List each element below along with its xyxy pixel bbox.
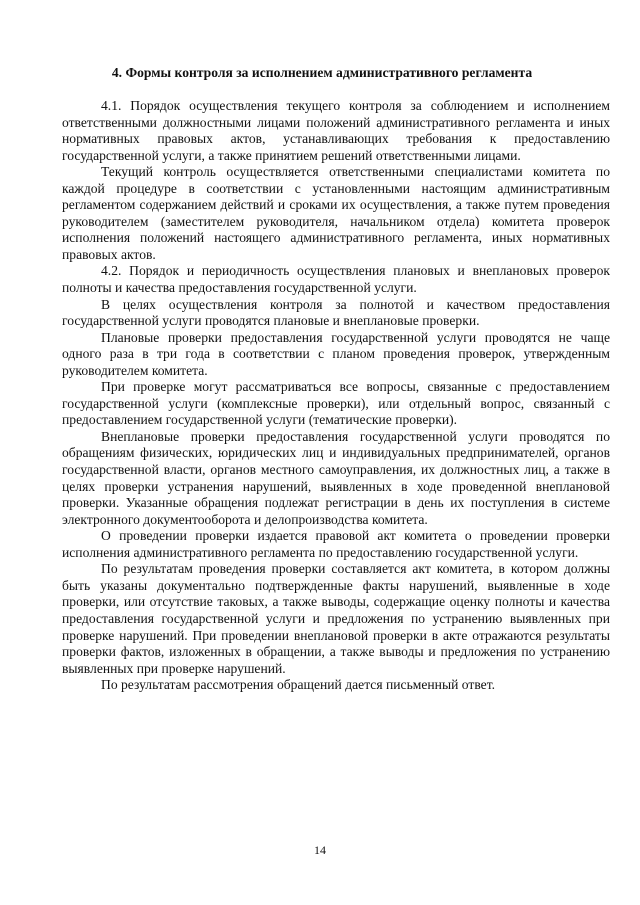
- section-heading: 4. Формы контроля за исполнением административного регламента: [111, 65, 533, 80]
- paragraph-current-control: Текущий контроль осуществляется ответственными специалистами комитета по каждой процедуре в соответствии с установленными настоящим административным регламентом содержанием действий и сроками их осуществления, а также путем проведения руководителем (заместителем руководителя, начальником отдела) комитета проверок исполнения положений настоящего административного регламента, иных нормативных правовых актов.: [62, 164, 610, 262]
- paragraph-control-purpose: В целях осуществления контроля за полнотой и качеством предоставления государственной услуги проводятся плановые и внеплановые проверки.: [62, 296, 610, 329]
- paragraph-4-2: 4.2. Порядок и периодичность осуществления плановых и внеплановых проверок полноты и качества предоставления государственной услуги.: [62, 263, 610, 296]
- paragraph-planned-checks: Плановые проверки предоставления государственной услуги проводятся не чаще одного раза в три года в соответствии с планом проведения проверок, утвержденным руководителем комитета.: [62, 329, 610, 378]
- paragraph-check-order: О проведении проверки издается правовой акт комитета о проведении проверки исполнения административного регламента по предоставлению государственной услуги.: [62, 528, 610, 560]
- section-body: [62, 98, 610, 694]
- paragraph-check-act: По результатам проведения проверки составляется акт комитета, в котором должны быть указаны документально подтвержденные факты нарушений, выявленные в ходе проверки, или отсутствие таковых, а также выводы, содержащие оценку полноты и качества предоставления государственной услуги и предложения по устранению выявленных при проверке нарушений. При проведении внеплановой проверки в акте отражаются результаты проверки фактов, изложенных в обращении, а также выводы и предложения по устранению выявленных при проверке нарушений.: [62, 561, 610, 676]
- paragraph-written-answer: По результатам рассмотрения обращений дается письменный ответ.: [101, 677, 496, 693]
- page-number: 14: [314, 843, 326, 857]
- paragraph-check-scope: При проверке могут рассматриваться все вопросы, связанные с предоставлением государственной услуги (комплексные проверки), или отдельный вопрос, связанный с предоставлением государственной услуги (тематические проверки).: [62, 379, 610, 428]
- paragraph-unplanned-checks: Внеплановые проверки предоставления государственной услуги проводятся по обращениям физических, юридических лиц и индивидуальных предпринимателей, органов государственной власти, органов местного самоуправления, их должностных лиц, а также в целях проверки устранения нарушений, выявленных в ходе проведенной внеплановой проверки. Указанные обращения подлежат регистрации в день их поступления в системе электронного документооборота и делопроизводства комитета.: [62, 428, 610, 527]
- paragraph-4-1: 4.1. Порядок осуществления текущего контроля за соблюдением и исполнением ответственными должностными лицами положений административного регламента и иных нормативных правовых актов, устанавливающих требования к предоставлению государственной услуги, а также принятием решений ответственными лицами.: [62, 98, 610, 163]
